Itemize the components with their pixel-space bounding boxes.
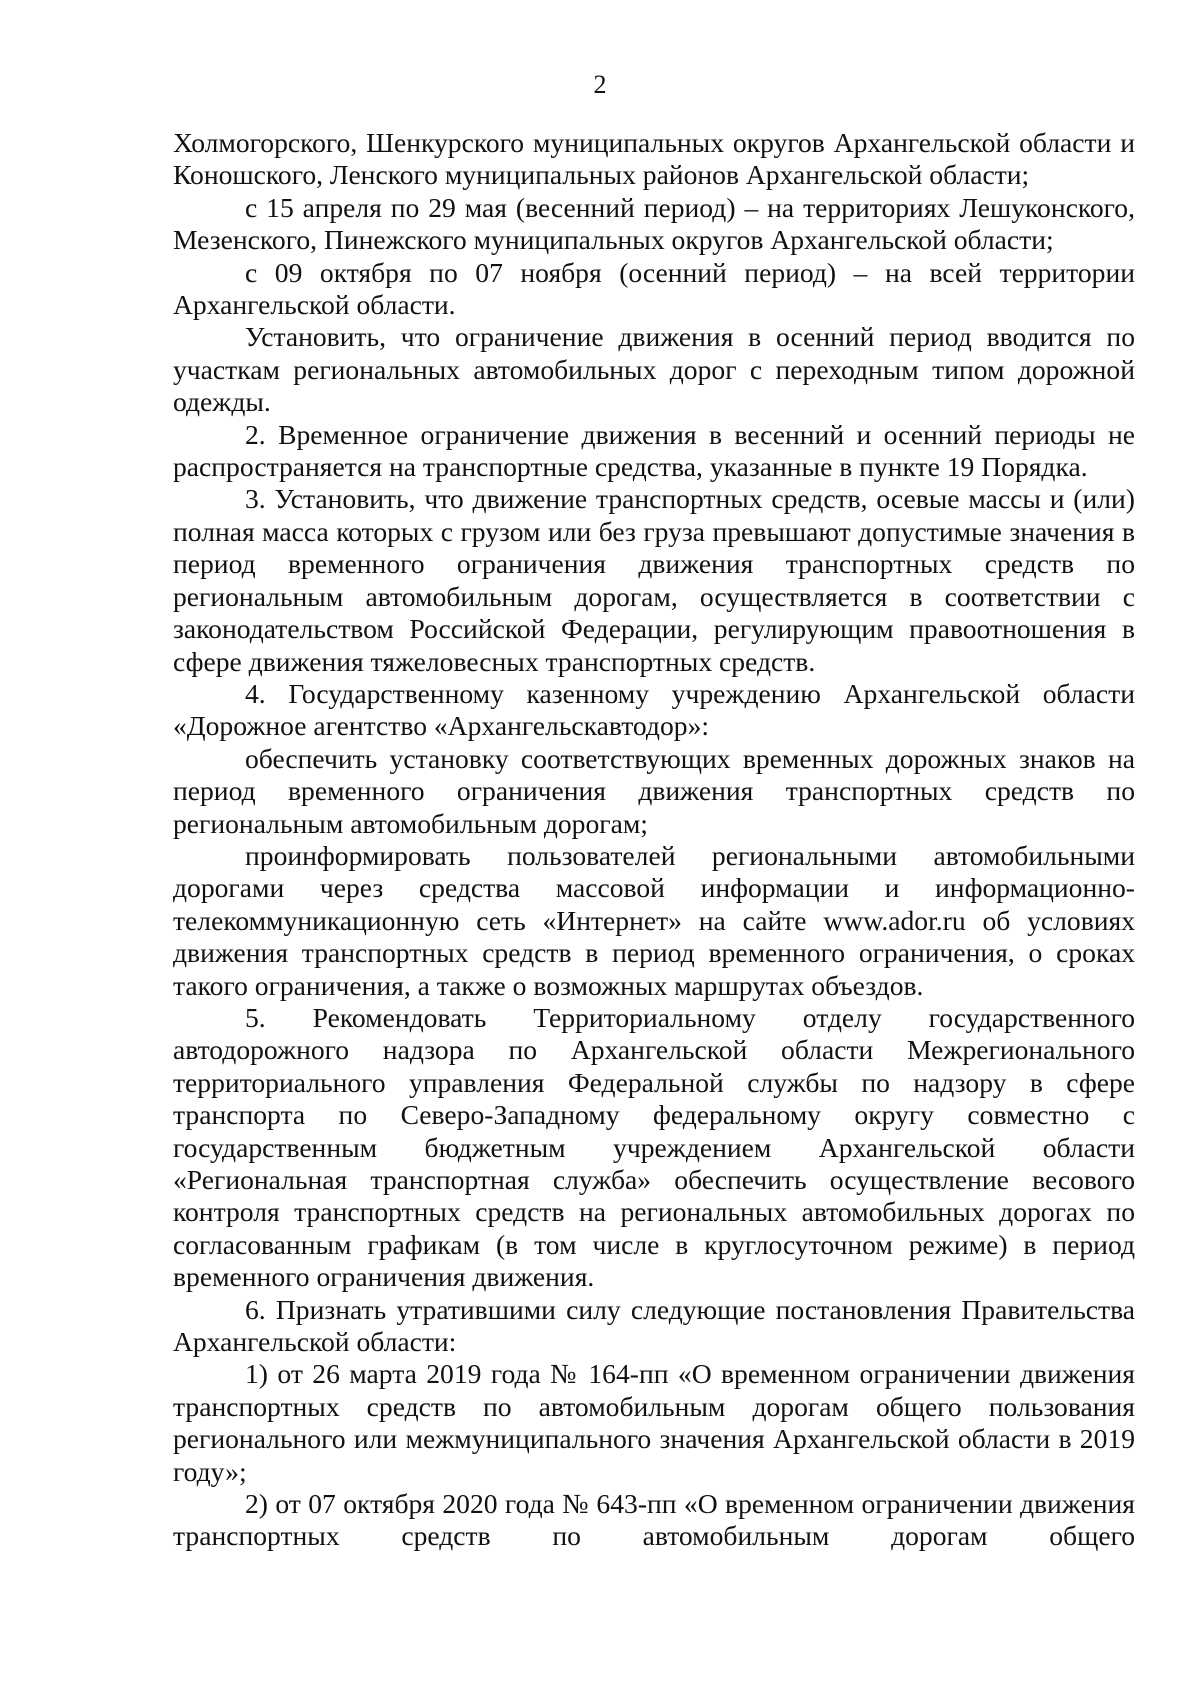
- paragraph-item-6-2: 2) от 07 октября 2020 года № 643-пп «О временном ограничении движения транспортных средств по автомобильным дорогам общего: [173, 1488, 1135, 1552]
- paragraph-item-6-1: 1) от 26 марта 2019 года № 164-пп «О временном ограничении движения транспортных средств по автомобильным дорогам общего пользования регионального или межмуниципального значения Архангельской области в 2019 году»;: [173, 1358, 1135, 1487]
- paragraph-item-2: 2. Временное ограничение движения в весенний и осенний периоды не распространяется на транспортные средства, указанные в пункте 19 Порядка.: [173, 418, 1135, 483]
- paragraph-continuation: Холмогорского, Шенкурского муниципальных округов Архангельской области и Коношского, Ленского муниципальных районов Архангельской области;: [173, 127, 1135, 191]
- paragraph-autumn-period: с 09 октября по 07 ноября (осенний период) – на всей территории Архангельской области.: [173, 256, 1135, 321]
- paragraph-item-3: 3. Установить, что движение транспортных средств, осевые массы и (или) полная масса которых с грузом или без груза превышают допустимые значения в период временного ограничения движения транспортных средств по региональным автомобильным дорогам, осуществляется в соответствии с законодательством Российской Федерации, регулирующим правоотношения в сфере движения тяжеловесных транспортных средств.: [173, 483, 1135, 677]
- paragraph-item-4-signs: обеспечить установку соответствующих временных дорожных знаков на период временного ограничения движения транспортных средств по региональным автомобильным дорогам;: [173, 742, 1135, 839]
- paragraph-item-4-inform: проинформировать пользователей региональными автомобильными дорогами через средства массовой информации и информационно-телекоммуникационную сеть «Интернет» на сайте www.ador.ru об условиях движения транспортных средств в период временного ограничения, о сроках такого ограничения, а также о возможных маршрутах объездов.: [173, 839, 1135, 1001]
- document-body: [173, 127, 1135, 1553]
- paragraph-item-4: 4. Государственному казенному учреждению Архангельской области «Дорожное агентство «Архангельскавтодор»:: [173, 677, 1135, 742]
- paragraph-item-5: 5. Рекомендовать Территориальному отделу государственного автодорожного надзора по Архангельской области Межрегионального территориального управления Федеральной службы по надзору в сфере транспорта по Северо-Западному федеральному округу совместно с государственным бюджетным учреждением Архангельской области «Региональная транспортная служба» обеспечить осуществление весового контроля транспортных средств на региональных автомобильных дорогах по согласованным графикам (в том числе в круглосуточном режиме) в период временного ограничения движения.: [173, 1001, 1135, 1293]
- page-number: 2: [593, 70, 607, 99]
- paragraph-spring-period: с 15 апреля по 29 мая (весенний период) – на территориях Лешуконского, Мезенского, Пинежского муниципальных округов Архангельской области;: [173, 191, 1135, 256]
- paragraph-item-6: 6. Признать утратившими силу следующие постановления Правительства Архангельской области:: [173, 1293, 1135, 1358]
- paragraph-autumn-note: Установить, что ограничение движения в осенний период вводится по участкам региональных автомобильных дорог с переходным типом дорожной одежды.: [173, 321, 1135, 418]
